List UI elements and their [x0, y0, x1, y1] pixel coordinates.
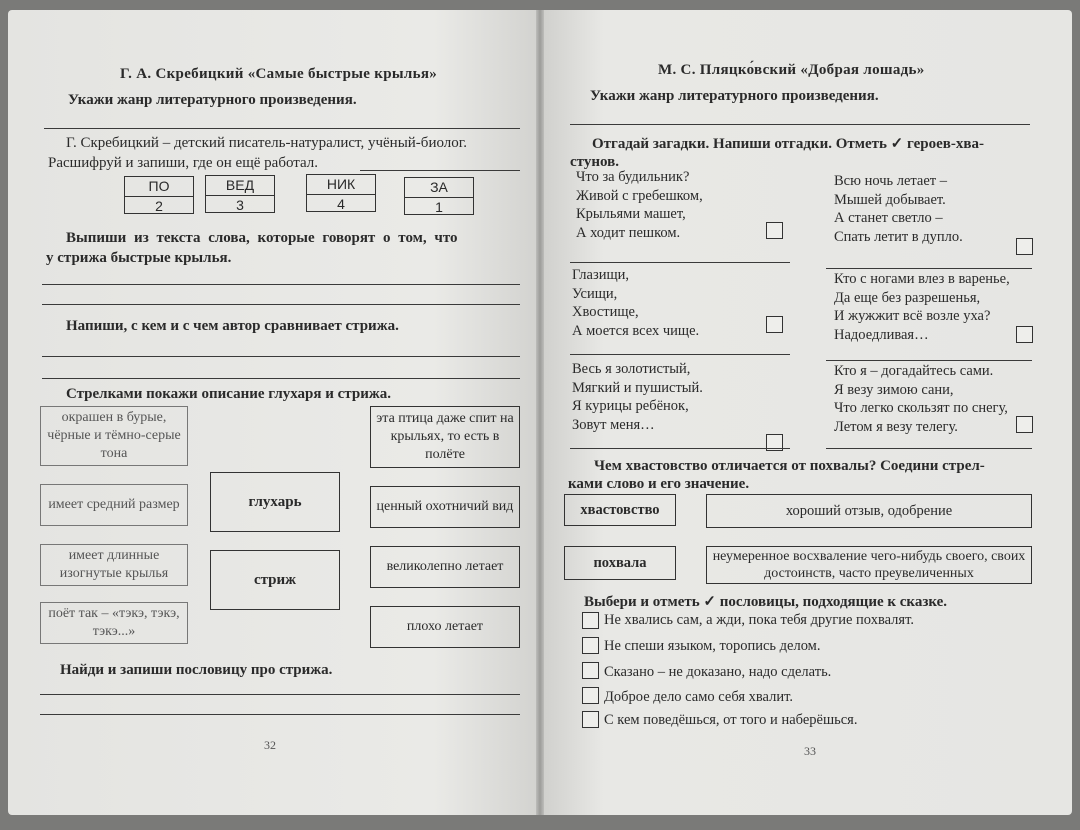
task-boast-2: ками слово и его значение.	[568, 476, 750, 492]
answer-line[interactable]	[570, 354, 790, 355]
cipher-cell: НИК 4	[306, 174, 376, 212]
cipher-cell: ПО 2	[124, 176, 194, 214]
riddle: Кто с ногами влез в варенье, Да еще без разрешенья, И жужжит всё возле уха? Надоедливая…	[834, 271, 1010, 343]
description-box[interactable]: великолепно летает	[370, 546, 520, 588]
proverb-checkbox[interactable]	[582, 662, 599, 679]
task-arrows: Стрелками покажи описание глухаря и стрижа.	[66, 386, 391, 402]
meaning-box[interactable]: неумеренное восхваление чего-нибудь своего, своих достоинств, часто преувеличенных	[706, 546, 1032, 584]
answer-line[interactable]	[360, 170, 520, 171]
riddle-checkbox[interactable]	[766, 222, 783, 239]
task-genre: Укажи жанр литературного произведения.	[68, 92, 357, 108]
proverb-text: Доброе дело само себя хвалит.	[604, 689, 793, 705]
cipher-intro: Г. Скребицкий – детский писатель-натуралист, учёный-биолог.	[66, 135, 467, 151]
task-genre: Укажи жанр литературного произведения.	[590, 88, 879, 104]
answer-line[interactable]	[570, 448, 790, 449]
description-box[interactable]: плохо летает	[370, 606, 520, 648]
answer-line[interactable]	[42, 378, 520, 379]
riddle: Кто я – догадайтесь сами. Я везу зимою сани, Что легко скользят по снегу, Летом я везу телегу.	[834, 363, 1008, 435]
cipher-cell: ВЕД 3	[205, 175, 275, 213]
riddle: Весь я золотистый, Мягкий и пушистый. Я курицы ребёнок, Зовут меня…	[572, 361, 703, 433]
proverb-text: Не спеши языком, торопись делом.	[604, 638, 821, 654]
answer-line[interactable]	[42, 356, 520, 357]
task-words-2: у стрижа быстрые крылья.	[46, 250, 232, 266]
bird-box-capercaillie[interactable]: глухарь	[210, 472, 340, 532]
riddle: Что за будильник? Живой с гребешком, Крыльями машет, А ходит пешком.	[576, 169, 703, 241]
page-number: 32	[264, 738, 276, 752]
riddle: Всю ночь летает – Мышей добывает. А станет светло – Спать летит в дупло.	[834, 173, 963, 245]
proverb-text: С кем поведёшься, от того и наберёшься.	[604, 712, 858, 728]
riddle-checkbox[interactable]	[1016, 416, 1033, 433]
riddle-checkbox[interactable]	[766, 316, 783, 333]
bird-box-swift[interactable]: стриж	[210, 550, 340, 610]
cipher-intro-2: Расшифруй и запиши, где он ещё работал.	[48, 155, 319, 171]
answer-line[interactable]	[826, 448, 1032, 449]
description-box[interactable]: имеет средний размер	[40, 484, 188, 526]
answer-line[interactable]	[42, 304, 520, 305]
proverb-text: Не хвались сам, а жди, пока тебя другие похвалят.	[604, 612, 914, 628]
description-box[interactable]: эта птица даже спит на крыльях, то есть в полёте	[370, 406, 520, 468]
answer-line[interactable]	[40, 714, 520, 715]
page-number: 33	[804, 744, 816, 758]
riddle-checkbox[interactable]	[1016, 238, 1033, 255]
page-title: М. С. Пляцко́вский «Добрая лошадь»	[658, 62, 925, 78]
proverb-checkbox[interactable]	[582, 687, 599, 704]
task-boast: Чем хвастовство отличается от похвалы? Соедини стрел-	[594, 458, 985, 474]
description-box[interactable]: поёт так – «тэкэ, тэкэ, тэкэ...»	[40, 602, 188, 644]
answer-line[interactable]	[826, 360, 1032, 361]
task-words: Выпиши из текста слова, которые говорят о том, что	[66, 230, 458, 246]
task-riddles-2: стунов.	[570, 154, 619, 170]
proverb-checkbox[interactable]	[582, 637, 599, 654]
proverb-checkbox[interactable]	[582, 612, 599, 629]
answer-line[interactable]	[570, 262, 790, 263]
task-compare: Напиши, с кем и с чем автор сравнивает стрижа.	[66, 318, 399, 334]
answer-line[interactable]	[40, 694, 520, 695]
task-riddles: Отгадай загадки. Напиши отгадки. Отметь ✓ героев-хва-	[592, 136, 984, 152]
task-proverbs: Выбери и отметь ✓ пословицы, подходящие к сказке.	[584, 594, 948, 610]
description-box[interactable]: окрашен в бурые, чёрные и тёмно-серые тона	[40, 406, 188, 466]
description-box[interactable]: имеет длинные изогнутые крылья	[40, 544, 188, 586]
riddle-checkbox[interactable]	[1016, 326, 1033, 343]
task-proverb: Найди и запиши пословицу про стрижа.	[60, 662, 333, 678]
riddle: Глазищи, Усищи, Хвостище, А моется всех чище.	[572, 267, 700, 339]
word-box-boasting[interactable]: хвастовство	[564, 494, 676, 526]
word-box-praise[interactable]: похвала	[564, 546, 676, 580]
answer-line[interactable]	[826, 268, 1032, 269]
answer-line[interactable]	[44, 128, 520, 129]
proverb-text: Сказано – не доказано, надо сделать.	[604, 664, 832, 680]
answer-line[interactable]	[42, 284, 520, 285]
proverb-checkbox[interactable]	[582, 711, 599, 728]
answer-line[interactable]	[570, 124, 1030, 125]
description-box[interactable]: ценный охотничий вид	[370, 486, 520, 528]
meaning-box[interactable]: хороший отзыв, одобрение	[706, 494, 1032, 528]
cipher-cell: ЗА 1	[404, 177, 474, 215]
book-gutter	[536, 10, 544, 815]
page-title: Г. А. Скребицкий «Самые быстрые крылья»	[120, 66, 438, 82]
